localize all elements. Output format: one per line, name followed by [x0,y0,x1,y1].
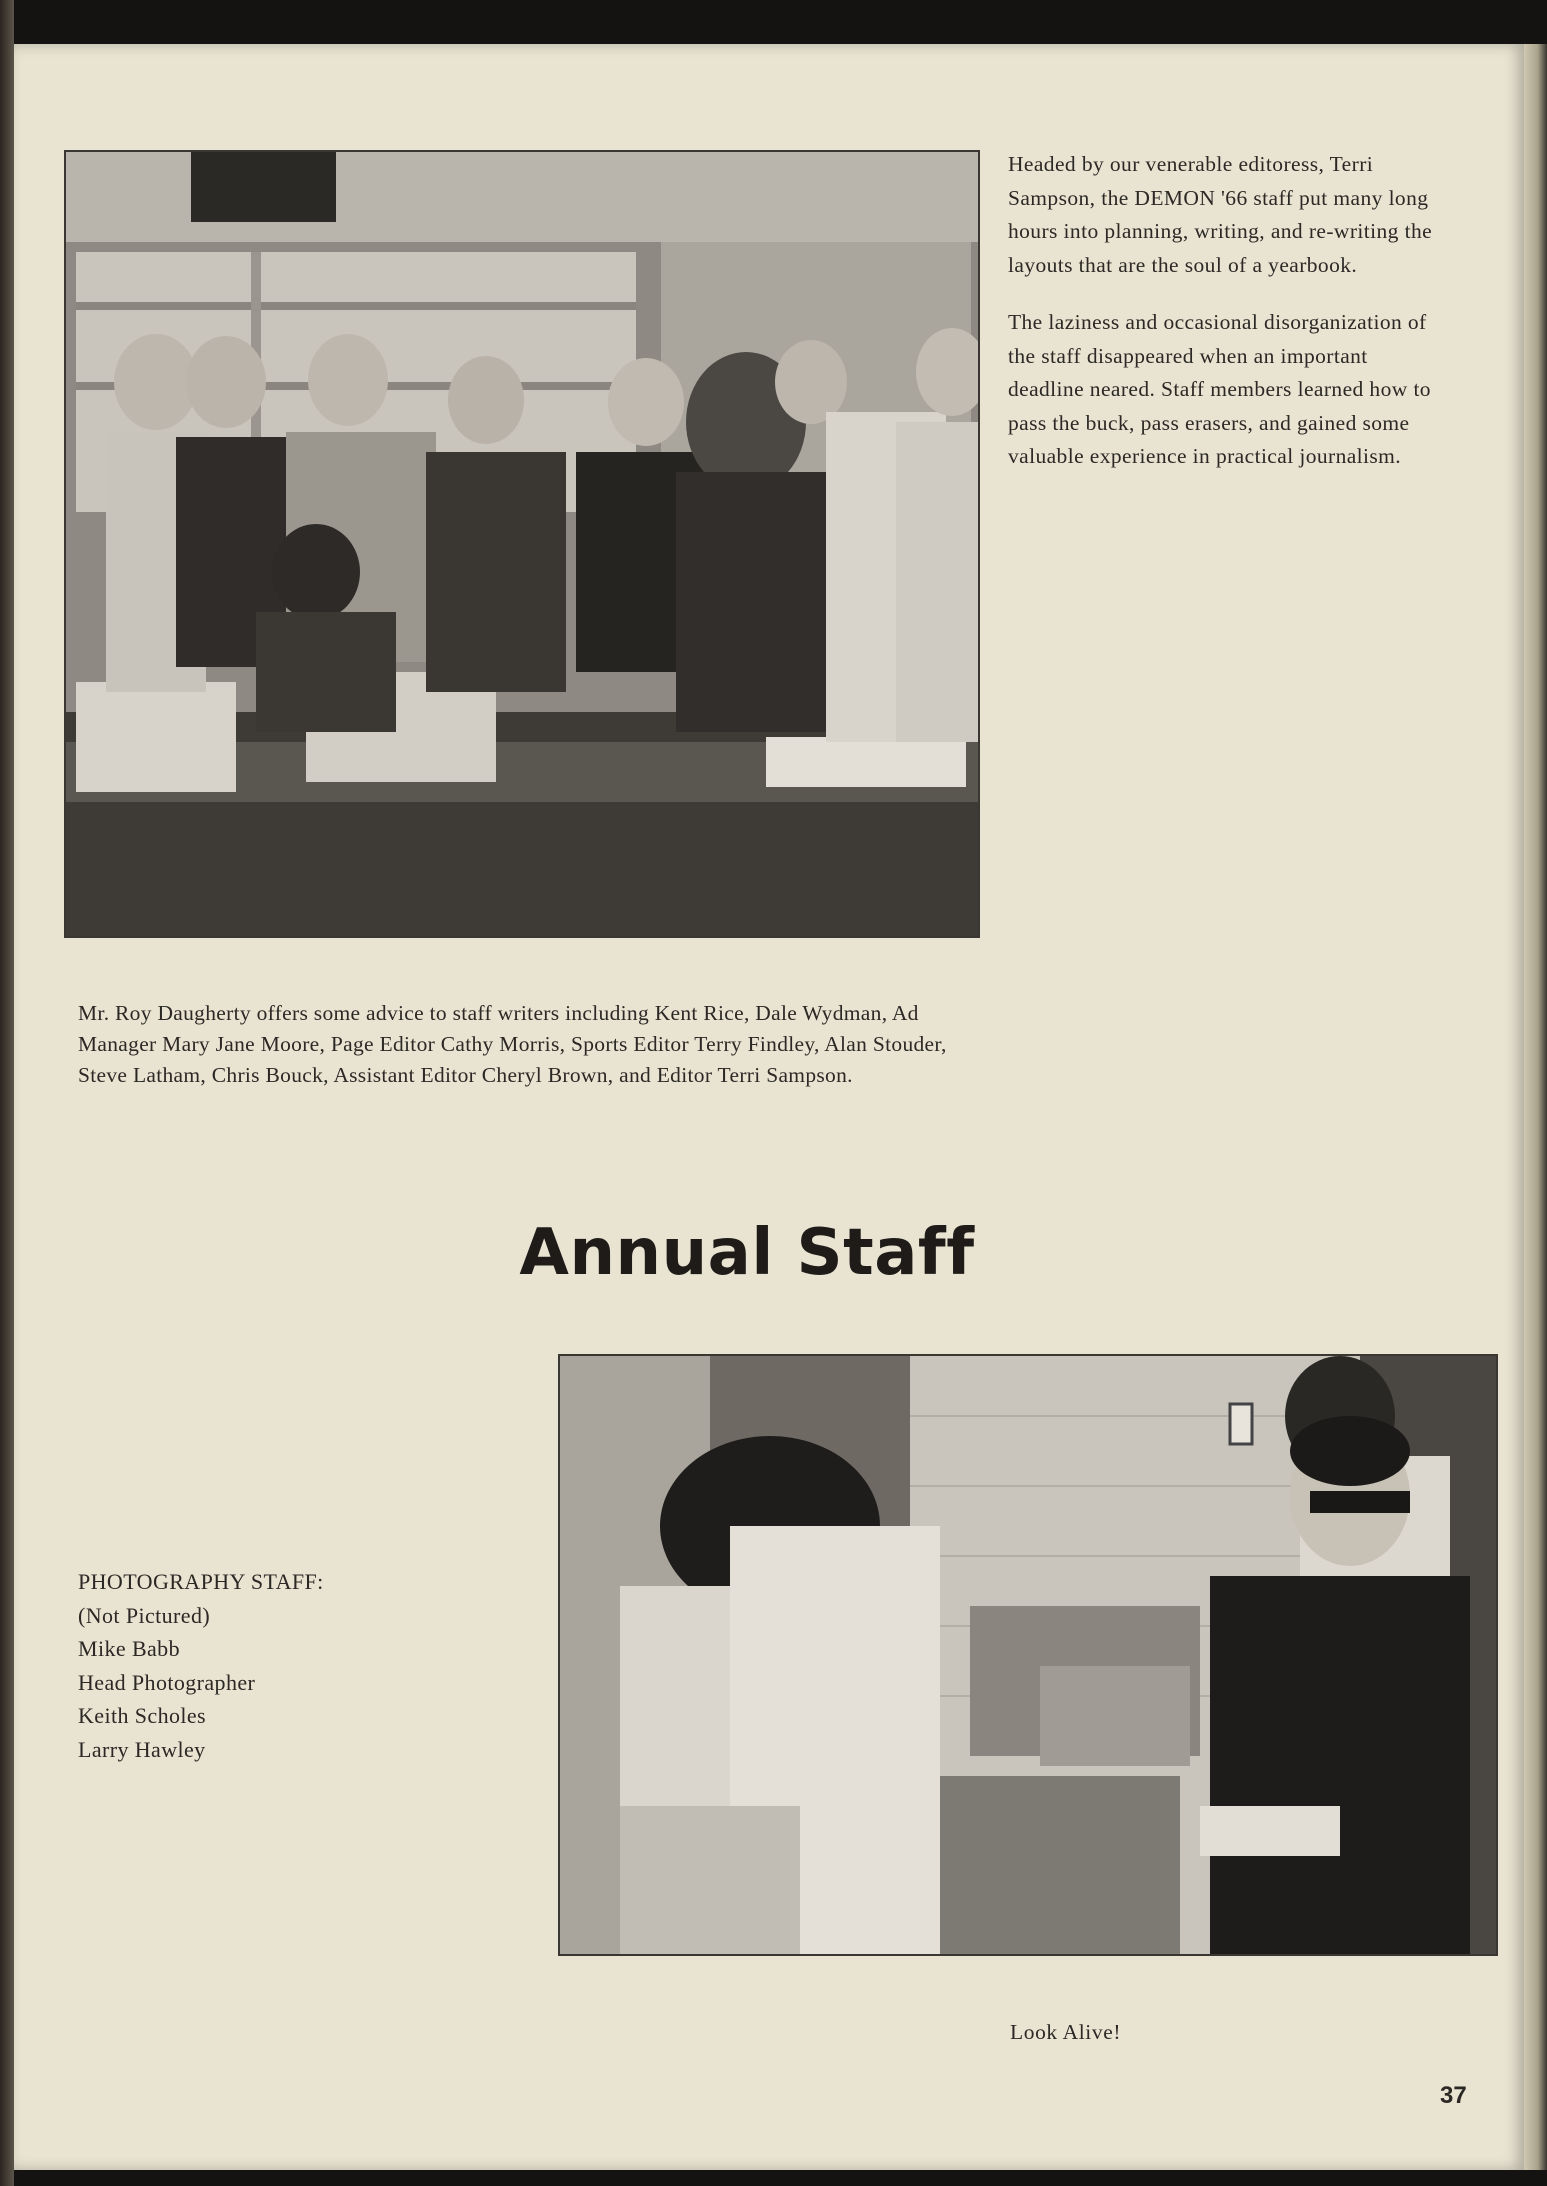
credit-line: Head Photographer [78,1669,256,1695]
photography-staff-photo [558,1354,1498,1956]
second-photo-caption: Look Alive! [1010,2020,1122,2044]
credit-line: Mike Babb [78,1636,180,1661]
credit-line: (Not Pictured) [78,1602,211,1628]
credit-line: Larry Hawley [78,1736,206,1762]
photography-staff-heading: PHOTOGRAPHY STAFF: [78,1569,324,1594]
intro-paragraph-2: The laziness and occasional disorganization of the staff disappeared when an important deadline neared. Staff members learned how to pass the buck, pass erasers, and gained some valuable experience in practical journalism. [1008,310,1431,468]
intro-text-column [1008,148,1438,498]
book-spine-shadow [0,0,14,2186]
credit-line: Keith Scholes [78,1703,207,1728]
staff-photo-caption: Mr. Roy Daugherty offers some advice to staff writers including Kent Rice, Dale Wydman, Ad Manager Mary Jane Moore, Page Editor Cathy Morris, Sports Editor Terry Findley, Alan Stouder, Steve Latham, Chris Bouck, Assistant Editor Cheryl Brown, and Editor Terri Sampson. [78,1001,947,1087]
page-paper [14,44,1524,2170]
photography-staff-photo-image [560,1356,1496,1954]
staff-group-photo [64,150,980,938]
photography-staff-credits [78,1565,324,1766]
page-number: 37 [1440,2082,1467,2109]
page-edge-shadow [1524,44,1547,2170]
section-heading: Annual Staff [519,1216,975,1290]
intro-paragraph-1: Headed by our venerable editoress, Terri Sampson, the DEMON '66 staff put many long hours into planning, writing, and re-writing the layouts that are the soul of a yearbook. [1008,152,1433,277]
staff-group-photo-image [66,152,978,936]
